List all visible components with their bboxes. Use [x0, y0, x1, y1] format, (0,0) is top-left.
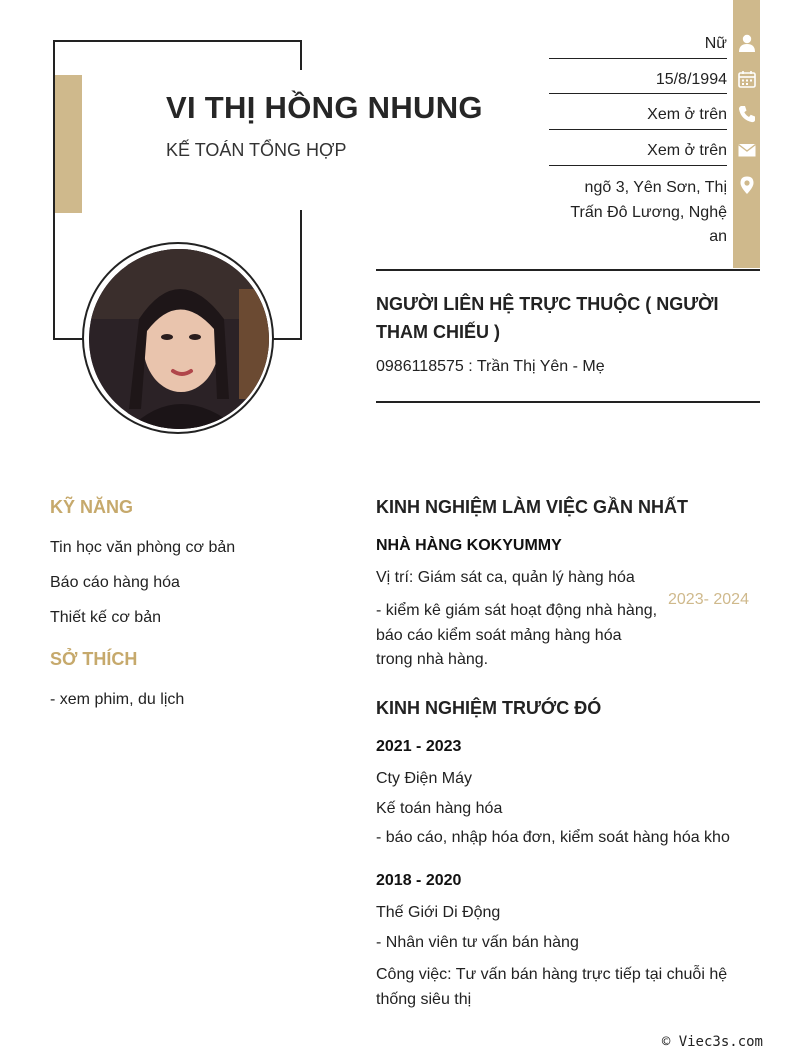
job-line: Kế toán hàng hóa: [376, 800, 503, 817]
skill-item: Thiết kế cơ bản: [50, 609, 161, 626]
skill-item: Báo cáo hàng hóa: [50, 574, 180, 591]
job-line: Cty Điện Máy: [376, 770, 473, 787]
recent-years: 2023- 2024: [668, 591, 749, 608]
info-divider: [549, 93, 727, 94]
job-years: 2021 - 2023: [376, 738, 462, 755]
location-pin-icon: [737, 175, 757, 195]
hobbies-heading: SỞ THÍCH: [50, 649, 138, 669]
info-divider: [549, 165, 727, 166]
email-value: Xem ở trên: [647, 142, 727, 159]
job-line: - Nhân viên tư vấn bán hàng: [376, 934, 579, 951]
header-frame-bottom-left: [53, 338, 83, 340]
info-divider: [549, 58, 727, 59]
recent-experience-heading: KINH NGHIỆM LÀM VIỆC GẦN NHẤT: [376, 497, 688, 517]
reference-title: NGƯỜI LIÊN HỆ TRỰC THUỘC ( NGƯỜI THAM CHIẾU ): [376, 294, 719, 342]
candidate-name: VI THỊ HỒNG NHUNG: [166, 90, 483, 125]
address-value: ngõ 3, Yên Sơn, Thị Trấn Đô Lương, Nghệ an: [570, 179, 727, 245]
job-title: KẾ TOÁN TỔNG HỢP: [166, 140, 347, 160]
info-divider: [549, 129, 727, 130]
job-line: Công việc: Tư vấn bán hàng trực tiếp tại chuỗi hệ thống siêu thị: [376, 966, 728, 1008]
header-frame-bottom-right: [272, 338, 302, 340]
skill-item: Tin học văn phòng cơ bản: [50, 539, 236, 556]
recent-company: NHÀ HÀNG KOKYUMMY: [376, 537, 562, 554]
person-icon: [737, 33, 757, 53]
gender-value: Nữ: [704, 35, 727, 52]
header-frame-top: [53, 40, 302, 42]
recent-position: Vị trí: Giám sát ca, quản lý hàng hóa: [376, 569, 635, 586]
avatar: [89, 249, 269, 429]
job-line: Thế Giới Di Động: [376, 904, 501, 921]
calendar-icon: [737, 69, 757, 89]
hobby-item: - xem phim, du lịch: [50, 691, 185, 708]
phone-value: Xem ở trên: [647, 106, 727, 123]
section-divider: [376, 401, 760, 403]
skills-heading: KỸ NĂNG: [50, 497, 134, 517]
mail-icon: [737, 140, 757, 160]
reference-text: 0986118575 : Trần Thị Yên - Mẹ: [376, 358, 605, 375]
section-divider: [376, 269, 760, 271]
previous-experience-heading: KINH NGHIỆM TRƯỚC ĐÓ: [376, 698, 602, 718]
job-line: - báo cáo, nhập hóa đơn, kiểm soát hàng hóa kho: [376, 829, 730, 846]
watermark: © Viec3s.com: [661, 1034, 763, 1050]
accent-block: [55, 75, 82, 213]
birthday-value: 15/8/1994: [655, 71, 727, 88]
recent-description: - kiểm kê giám sát hoạt động nhà hàng, báo cáo kiểm soát mảng hàng hóa trong nhà hàng.: [376, 602, 658, 668]
phone-icon: [737, 104, 757, 124]
job-years: 2018 - 2020: [376, 872, 462, 889]
avatar-image: [89, 249, 269, 429]
